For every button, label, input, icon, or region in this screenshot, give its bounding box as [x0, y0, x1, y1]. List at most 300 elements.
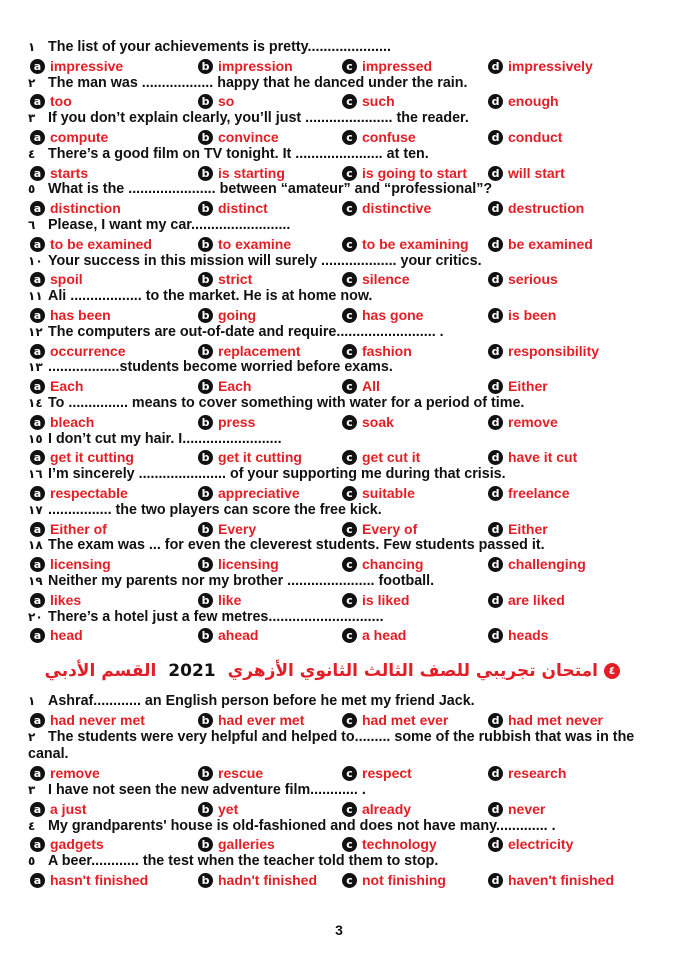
- option-b[interactable]: [198, 764, 263, 782]
- question-number: ٦: [28, 218, 36, 232]
- option-a[interactable]: [30, 235, 152, 253]
- option-letter-badge: b: [198, 379, 213, 394]
- option-text: heads: [508, 627, 549, 644]
- option-c[interactable]: [342, 711, 448, 729]
- question-stem: The man was .................. happy that he danced under the rain.: [48, 74, 468, 91]
- option-text: All: [362, 378, 380, 395]
- option-letter-badge: d: [488, 166, 503, 181]
- question-text: [28, 359, 658, 377]
- question-text: [28, 502, 658, 520]
- option-text: will start: [508, 164, 565, 181]
- option-c[interactable]: [342, 164, 467, 182]
- options-row: [30, 128, 660, 146]
- question-stem: The computers are out-of-date and require......................... .: [48, 323, 444, 340]
- options-row: [30, 164, 660, 182]
- option-text: had met never: [508, 711, 603, 728]
- option-text: are liked: [508, 591, 565, 608]
- option-text: Every: [218, 520, 257, 537]
- question-stem: I don’t cut my hair. I.........................: [48, 430, 282, 447]
- option-text: get it cutting: [50, 449, 134, 466]
- option-d[interactable]: [488, 520, 548, 538]
- question-number: ١١: [28, 289, 43, 304]
- exam-branch: القسم الأدبي: [44, 661, 157, 681]
- option-text: going: [218, 307, 257, 323]
- option-text: freelance: [508, 485, 570, 501]
- question-number: ١٤: [28, 396, 43, 410]
- option-b[interactable]: [198, 270, 252, 288]
- question-text: [28, 729, 658, 765]
- question-text: [28, 609, 658, 627]
- option-a[interactable]: [30, 871, 148, 889]
- option-text: enough: [508, 93, 559, 110]
- option-d[interactable]: [488, 92, 559, 110]
- question-stem: Your success in this mission will surely ................... your critics.: [48, 252, 482, 269]
- option-text: electricity: [508, 836, 574, 853]
- option-letter-badge: a: [30, 522, 45, 537]
- option-text: conduct: [508, 129, 563, 145]
- option-text: has been: [50, 307, 111, 323]
- option-c[interactable]: [342, 57, 432, 75]
- option-c[interactable]: [342, 555, 423, 573]
- option-b[interactable]: [198, 484, 300, 502]
- question-text: [28, 146, 658, 164]
- question-number: ٢٠: [28, 609, 43, 624]
- option-letter-badge: d: [488, 415, 503, 430]
- option-a[interactable]: [30, 306, 111, 324]
- option-c[interactable]: [342, 591, 409, 609]
- option-letter-badge: c: [342, 486, 357, 501]
- option-d[interactable]: [488, 871, 614, 889]
- options-row: [30, 57, 660, 75]
- option-c[interactable]: [342, 377, 380, 395]
- option-letter-badge: b: [198, 593, 213, 608]
- option-text: have it cut: [508, 449, 578, 466]
- option-a[interactable]: [30, 484, 128, 502]
- option-d[interactable]: [488, 711, 603, 729]
- option-d[interactable]: [488, 484, 569, 502]
- option-b[interactable]: [198, 413, 255, 431]
- option-letter-badge: b: [198, 486, 213, 501]
- exam-title: امتحان تجريبي للصف الثالث الثانوي الأزهري: [227, 661, 598, 681]
- option-b[interactable]: [198, 377, 251, 395]
- option-b[interactable]: [198, 626, 258, 644]
- question-text: [28, 693, 658, 711]
- option-letter-badge: b: [198, 713, 213, 728]
- option-a[interactable]: [30, 342, 125, 360]
- options-row: [30, 484, 660, 502]
- option-letter-badge: b: [198, 873, 213, 888]
- question-number: ٤: [28, 146, 36, 161]
- option-d[interactable]: [488, 128, 562, 146]
- options-row: [30, 448, 660, 466]
- options-row: [30, 626, 660, 644]
- question-stem: The exam was ... for even the cleverest students. Few students passed it.: [48, 537, 545, 554]
- option-letter-badge: a: [30, 713, 45, 728]
- options-row: [30, 377, 660, 395]
- option-text: get it cutting: [218, 449, 302, 466]
- option-letter-badge: d: [488, 486, 503, 501]
- question-number: ٢: [28, 75, 36, 90]
- option-text: soak: [362, 413, 394, 430]
- option-c[interactable]: [342, 800, 411, 818]
- option-text: Either: [508, 378, 548, 395]
- option-text: is going to start: [362, 164, 467, 181]
- option-a[interactable]: [30, 711, 145, 729]
- option-letter-badge: b: [198, 522, 213, 537]
- option-b[interactable]: [198, 164, 285, 182]
- option-c[interactable]: [342, 92, 395, 110]
- option-letter-badge: b: [198, 59, 213, 74]
- option-text: fashion: [362, 342, 412, 359]
- option-c[interactable]: [342, 128, 416, 146]
- option-letter-badge: a: [30, 873, 45, 888]
- option-text: Each: [218, 378, 252, 395]
- question-stem: Ashraf............ an English person before he met my friend Jack.: [48, 693, 475, 709]
- option-a[interactable]: [30, 520, 107, 538]
- option-d[interactable]: [488, 199, 584, 217]
- option-text: ahead: [218, 627, 259, 644]
- question-text: [28, 395, 658, 413]
- option-d[interactable]: [488, 164, 565, 182]
- option-b[interactable]: [198, 555, 279, 573]
- option-text: technology: [362, 836, 437, 853]
- option-text: has gone: [362, 307, 424, 323]
- option-letter-badge: c: [342, 593, 357, 608]
- option-letter-badge: a: [30, 308, 45, 323]
- option-letter-badge: c: [342, 94, 357, 109]
- question-number: ٤: [28, 818, 36, 833]
- option-letter-badge: d: [488, 272, 503, 287]
- option-text: to examine: [218, 235, 292, 252]
- option-c[interactable]: [342, 270, 409, 288]
- option-letter-badge: c: [342, 873, 357, 888]
- option-text: had never met: [50, 711, 145, 728]
- question-text: [28, 181, 658, 199]
- option-letter-badge: a: [30, 379, 45, 394]
- option-c[interactable]: [342, 484, 415, 502]
- options-row: [30, 591, 660, 609]
- option-d[interactable]: [488, 591, 565, 609]
- option-c[interactable]: [342, 626, 406, 644]
- option-a[interactable]: [30, 92, 72, 110]
- option-a[interactable]: [30, 555, 111, 573]
- option-c[interactable]: [342, 871, 446, 889]
- options-row: [30, 800, 660, 818]
- option-letter-badge: b: [198, 130, 213, 145]
- option-letter-badge: d: [488, 201, 503, 216]
- option-a[interactable]: [30, 57, 123, 75]
- option-c[interactable]: [342, 835, 437, 853]
- option-text: already: [362, 800, 412, 817]
- option-text: Each: [50, 378, 84, 395]
- option-a[interactable]: [30, 199, 121, 217]
- option-b[interactable]: [198, 591, 241, 609]
- question-text: [28, 431, 658, 449]
- question-stem: If you don’t explain clearly, you’ll just ...................... the reader.: [48, 110, 469, 127]
- question-text: [28, 853, 658, 871]
- option-letter-badge: b: [198, 837, 213, 852]
- question-stem: ..................students become worried before exams.: [48, 359, 393, 376]
- option-d[interactable]: [488, 57, 593, 75]
- option-text: strict: [218, 271, 253, 288]
- option-text: licensing: [50, 556, 111, 573]
- option-text: licensing: [218, 556, 279, 573]
- option-b[interactable]: [198, 306, 256, 324]
- option-letter-badge: d: [488, 450, 503, 465]
- option-d[interactable]: [488, 306, 556, 324]
- option-letter-badge: c: [342, 557, 357, 572]
- option-letter-badge: d: [488, 522, 503, 537]
- question-number: ١٦: [28, 467, 43, 482]
- option-letter-badge: d: [488, 713, 503, 728]
- option-letter-badge: a: [30, 344, 45, 359]
- option-text: Either: [508, 520, 548, 537]
- option-letter-badge: a: [30, 837, 45, 852]
- options-row: [30, 711, 660, 729]
- option-b[interactable]: [198, 520, 256, 538]
- option-letter-badge: c: [342, 201, 357, 216]
- option-d[interactable]: [488, 835, 573, 853]
- options-row: [30, 92, 660, 110]
- option-letter-badge: d: [488, 379, 503, 394]
- option-letter-badge: a: [30, 415, 45, 430]
- option-letter-badge: a: [30, 272, 45, 287]
- option-text: impressed: [362, 57, 433, 74]
- option-d[interactable]: [488, 448, 577, 466]
- option-text: get cut it: [362, 449, 421, 466]
- option-letter-badge: b: [198, 272, 213, 287]
- option-letter-badge: d: [488, 344, 503, 359]
- option-d[interactable]: [488, 270, 558, 288]
- option-letter-badge: a: [30, 166, 45, 181]
- question-text: [28, 253, 658, 271]
- option-letter-badge: c: [342, 166, 357, 181]
- option-letter-badge: d: [488, 628, 503, 643]
- option-letter-badge: b: [198, 166, 213, 181]
- option-letter-badge: c: [342, 237, 357, 252]
- option-text: distinctive: [362, 200, 432, 217]
- option-text: starts: [50, 164, 89, 181]
- option-letter-badge: c: [342, 344, 357, 359]
- options-row: [30, 199, 660, 217]
- option-letter-badge: d: [488, 557, 503, 572]
- options-row: [30, 871, 660, 889]
- option-a[interactable]: [30, 835, 104, 853]
- question-number: ١: [28, 40, 36, 54]
- option-d[interactable]: [488, 764, 566, 782]
- option-letter-badge: b: [198, 237, 213, 252]
- option-letter-badge: d: [488, 593, 503, 608]
- option-b[interactable]: [198, 448, 302, 466]
- option-letter-badge: c: [342, 628, 357, 643]
- option-b[interactable]: [198, 128, 279, 146]
- option-c[interactable]: [342, 306, 423, 324]
- question-number: ١٥: [28, 431, 43, 446]
- question-stem: A beer............ the test when the teacher told them to stop.: [48, 853, 439, 870]
- option-letter-badge: c: [342, 415, 357, 430]
- option-text: distinction: [50, 200, 121, 217]
- option-a[interactable]: [30, 626, 83, 644]
- option-letter-badge: a: [30, 237, 45, 252]
- option-d[interactable]: [488, 800, 545, 818]
- question-stem: Please, I want my car.........................: [48, 217, 291, 233]
- option-text: galleries: [218, 836, 275, 853]
- option-letter-badge: d: [488, 802, 503, 817]
- option-text: head: [50, 627, 83, 644]
- option-text: Either of: [50, 520, 107, 537]
- question-text: [28, 110, 658, 128]
- option-letter-badge: c: [342, 308, 357, 323]
- option-text: to be examining: [362, 235, 469, 252]
- option-text: replacement: [218, 342, 301, 359]
- option-letter-badge: a: [30, 94, 45, 109]
- option-letter-badge: b: [198, 308, 213, 323]
- option-letter-badge: d: [488, 308, 503, 323]
- option-b[interactable]: [198, 57, 293, 75]
- option-c[interactable]: [342, 342, 412, 360]
- options-row: [30, 835, 660, 853]
- option-text: impressive: [50, 57, 124, 74]
- option-text: is starting: [218, 164, 285, 181]
- option-a[interactable]: [30, 800, 87, 818]
- option-a[interactable]: [30, 448, 134, 466]
- option-text: compute: [50, 129, 109, 145]
- option-text: destruction: [508, 200, 585, 217]
- option-letter-badge: c: [342, 450, 357, 465]
- option-text: yet: [218, 800, 239, 817]
- option-text: a head: [362, 627, 407, 644]
- option-text: remove: [50, 765, 100, 782]
- option-text: respectable: [50, 485, 128, 501]
- option-a[interactable]: [30, 270, 83, 288]
- option-letter-badge: b: [198, 450, 213, 465]
- exam-year: 2021: [168, 661, 216, 681]
- question-text: [28, 782, 658, 800]
- option-c[interactable]: [342, 235, 469, 253]
- option-a[interactable]: [30, 413, 94, 431]
- option-text: never: [508, 800, 546, 817]
- question-stem: There’s a hotel just a few metres.............................: [48, 608, 384, 625]
- option-c[interactable]: [342, 448, 420, 466]
- option-d[interactable]: [488, 413, 558, 431]
- options-row: [30, 520, 660, 538]
- option-text: Every of: [362, 520, 418, 537]
- question-text: [28, 324, 658, 342]
- question-number: ٢: [28, 729, 36, 744]
- option-letter-badge: a: [30, 557, 45, 572]
- option-a[interactable]: [30, 591, 81, 609]
- option-d[interactable]: [488, 342, 599, 360]
- option-b[interactable]: [198, 235, 291, 253]
- section-number-badge: ٤: [604, 663, 620, 679]
- question-stem: Ali .................. to the market. He is at home now.: [48, 288, 373, 305]
- option-letter-badge: b: [198, 628, 213, 643]
- option-text: impression: [218, 57, 293, 74]
- question-stem: The list of your achievements is pretty.....................: [48, 39, 391, 55]
- option-text: is been: [508, 307, 557, 323]
- question-text: [28, 537, 658, 555]
- option-text: be examined: [508, 235, 593, 252]
- question-number: ٣: [28, 783, 36, 797]
- question-stem: Neither my parents nor my brother ...................... football.: [48, 573, 435, 589]
- question-stem: The students were very helpful and helped to......... some of the rubbish that was in the canal.: [28, 728, 635, 763]
- options-row: [30, 270, 660, 288]
- question-stem: What is the ...................... between “amateur” and “professional”?: [48, 181, 493, 198]
- question-stem: To ............... means to cover something with water for a period of time.: [48, 395, 525, 411]
- option-text: spoil: [50, 271, 83, 288]
- option-text: respect: [362, 765, 412, 782]
- option-c[interactable]: [342, 199, 431, 217]
- option-letter-badge: c: [342, 766, 357, 781]
- option-letter-badge: c: [342, 130, 357, 145]
- option-text: responsibility: [508, 342, 600, 359]
- option-d[interactable]: [488, 626, 548, 644]
- question-stem: I’m sincerely ...................... of your supporting me during that crisis.: [48, 466, 506, 483]
- option-letter-badge: b: [198, 94, 213, 109]
- question-number: ١٠: [28, 253, 43, 268]
- option-a[interactable]: [30, 377, 83, 395]
- option-text: is liked: [362, 591, 410, 608]
- option-text: like: [218, 591, 242, 608]
- option-letter-badge: d: [488, 94, 503, 109]
- option-b[interactable]: [198, 800, 238, 818]
- option-text: not finishing: [362, 872, 446, 888]
- option-a[interactable]: [30, 128, 108, 146]
- question-text: [28, 288, 658, 306]
- option-text: serious: [508, 271, 558, 288]
- option-letter-badge: c: [342, 59, 357, 74]
- option-text: to be examined: [50, 235, 152, 252]
- option-letter-badge: c: [342, 713, 357, 728]
- option-c[interactable]: [342, 764, 412, 782]
- question-number: ١: [28, 694, 36, 708]
- option-text: so: [218, 93, 235, 110]
- option-b[interactable]: [198, 92, 234, 110]
- option-letter-badge: a: [30, 59, 45, 74]
- option-b[interactable]: [198, 342, 300, 360]
- option-text: hadn't finished: [218, 872, 317, 888]
- options-row: [30, 235, 660, 253]
- option-text: had met ever: [362, 711, 449, 728]
- option-c[interactable]: [342, 520, 417, 538]
- option-b[interactable]: [198, 835, 275, 853]
- question-stem: I have not seen the new adventure film............ .: [48, 782, 366, 798]
- option-a[interactable]: [30, 764, 100, 782]
- question-number: ٣: [28, 111, 36, 126]
- option-b[interactable]: [198, 711, 304, 729]
- option-text: research: [508, 765, 567, 782]
- option-text: haven't finished: [508, 872, 615, 888]
- options-row: [30, 764, 660, 782]
- option-letter-badge: b: [198, 201, 213, 216]
- option-b[interactable]: [198, 199, 268, 217]
- option-text: such: [362, 93, 395, 110]
- option-b[interactable]: [198, 871, 317, 889]
- option-text: bleach: [50, 413, 95, 430]
- option-d[interactable]: [488, 377, 548, 395]
- question-stem: My grandparents' house is old-fashioned and does not have many............. .: [48, 817, 556, 834]
- option-letter-badge: c: [342, 272, 357, 287]
- option-text: remove: [508, 413, 558, 430]
- option-d[interactable]: [488, 555, 586, 573]
- option-c[interactable]: [342, 413, 394, 431]
- option-letter-badge: a: [30, 593, 45, 608]
- question-stem: ................ the two players can score the free kick.: [48, 501, 382, 518]
- option-a[interactable]: [30, 164, 88, 182]
- option-d[interactable]: [488, 235, 593, 253]
- option-letter-badge: d: [488, 59, 503, 74]
- question-text: [28, 217, 658, 235]
